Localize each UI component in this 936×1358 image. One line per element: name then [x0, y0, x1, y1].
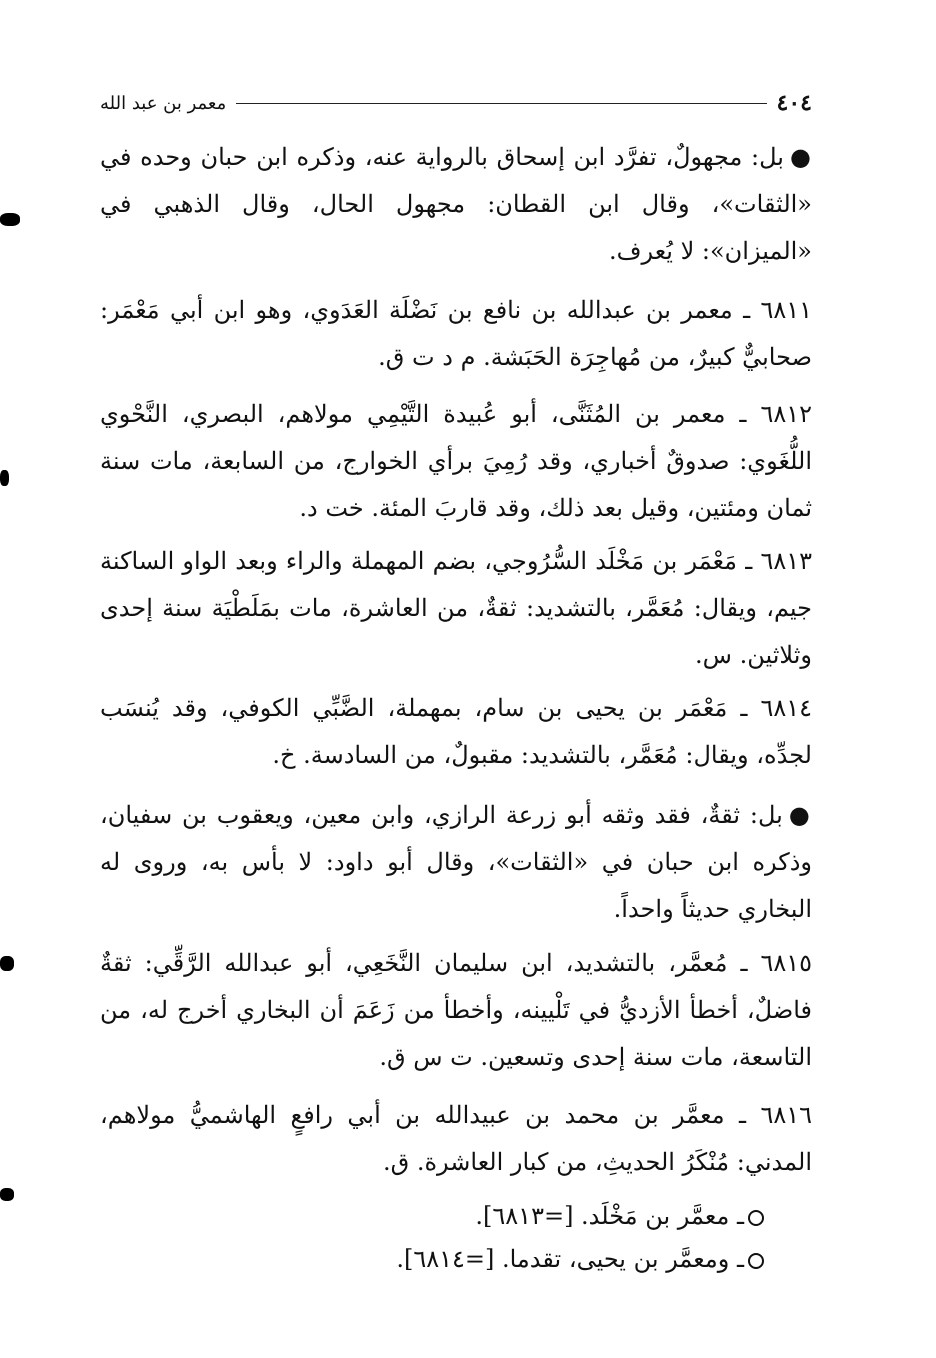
paragraph-text: بل: ثقةٌ، فقد وثقه أبو زرعة الرازي، وابن معين، ويعقوب بن سفيان، وذكره ابن حبان في «الثقات»، وقال أبو داود: لا بأس به، وروى له البخاري حديثاً واحداً.	[100, 801, 812, 923]
scan-mark	[0, 213, 20, 226]
circle-icon	[748, 1210, 764, 1226]
entry-6815	[100, 940, 812, 1081]
cross-reference-text: ـ معمَّر بن مَخْلَد. [=٦٨١٣].	[475, 1202, 744, 1230]
circle-icon	[748, 1253, 764, 1269]
page	[100, 88, 812, 118]
paragraph-text: ٦٨١٣ ـ مَعْمَر بن مَخْلَد السُّرُوجي، بضم المهملة والراء وبعد الواو الساكنة جيم، ويقال: مُعَمَّر، بالتشديد: ثقةٌ، من العاشرة، مات بمَلَطْيَة سنة إحدى وثلاثين. س.	[100, 547, 812, 669]
scan-mark	[0, 470, 9, 486]
scan-mark	[0, 956, 14, 971]
note-paragraph	[100, 134, 812, 275]
bullet-icon: ●	[788, 801, 812, 829]
paragraph-text: بل: مجهولٌ، تفرَّد ابن إسحاق بالرواية عنه، وذكره ابن حبان وحده في «الثقات»، وقال ابن القطان: مجهول الحال، وقال الذهبي في «الميزان»: لا يُعرف.	[100, 143, 812, 265]
paragraph-text: ٦٨١٤ ـ مَعْمَر بن يحيى بن سام، بمهملة، الضَّبِّي الكوفي، وقد يُنسَب لجدِّه، ويقال: مُعَمَّر، بالتشديد: مقبولٌ، من السادسة. خ.	[100, 694, 812, 769]
cross-reference-text: ـ ومعمَّر بن يحيى، تقدما. [=٦٨١٤].	[396, 1245, 744, 1273]
running-title: معمر بن عبد الله	[100, 92, 227, 114]
cross-reference	[475, 1197, 764, 1235]
paragraph-text: ٦٨١٥ ـ مُعمَّر، بالتشديد، ابن سليمان النَّخَعِي، أبو عبدالله الرَّقِّي: ثقةٌ فاضلٌ، أخطأ الأزديُّ في تَلْيينه، وأخطأ من زَعَمَ أن البخاري أخرج له، من التاسعة، مات سنة إحدى وتسعين. ت س ق.	[100, 949, 812, 1071]
page-header	[100, 88, 812, 118]
note-paragraph	[100, 792, 812, 933]
entry-6813	[100, 538, 812, 679]
entry-6816	[100, 1092, 812, 1186]
page-number: ٤٠٤	[776, 90, 812, 116]
header-rule	[236, 103, 766, 104]
entry-6814	[100, 685, 812, 779]
paragraph-text: ٦٨١١ ـ معمر بن عبدالله بن نافع بن نَضْلَة العَدَوي، وهو ابن أبي مَعْمَر: صحابيٌّ كبيرٌ، من مُهاجِرَة الحَبَشة. م د ت ق.	[100, 296, 812, 371]
entry-6812	[100, 391, 812, 532]
paragraph-text: ٦٨١٦ ـ معمَّر بن محمد بن عبيدالله بن أبي رافعٍ الهاشميُّ مولاهم، المدني: مُنْكَرُ الحديثِ، من كبار العاشرة. ق.	[100, 1101, 812, 1176]
bullet-icon: ●	[789, 143, 812, 171]
paragraph-text: ٦٨١٢ ـ معمر بن المُثَنَّى، أبو عُبيدة التَّيْمِي مولاهم، البصري، النَّحْوي اللُّغَوي: صدوقٌ أخباري، وقد رُمِيَ برأي الخوارج، من السابعة، مات سنة ثمان ومئتين، وقيل بعد ذلك، وقد قاربَ المئة. خت د.	[100, 400, 812, 522]
cross-reference	[396, 1240, 764, 1278]
scan-mark	[0, 1188, 14, 1201]
entry-6811	[100, 287, 812, 381]
